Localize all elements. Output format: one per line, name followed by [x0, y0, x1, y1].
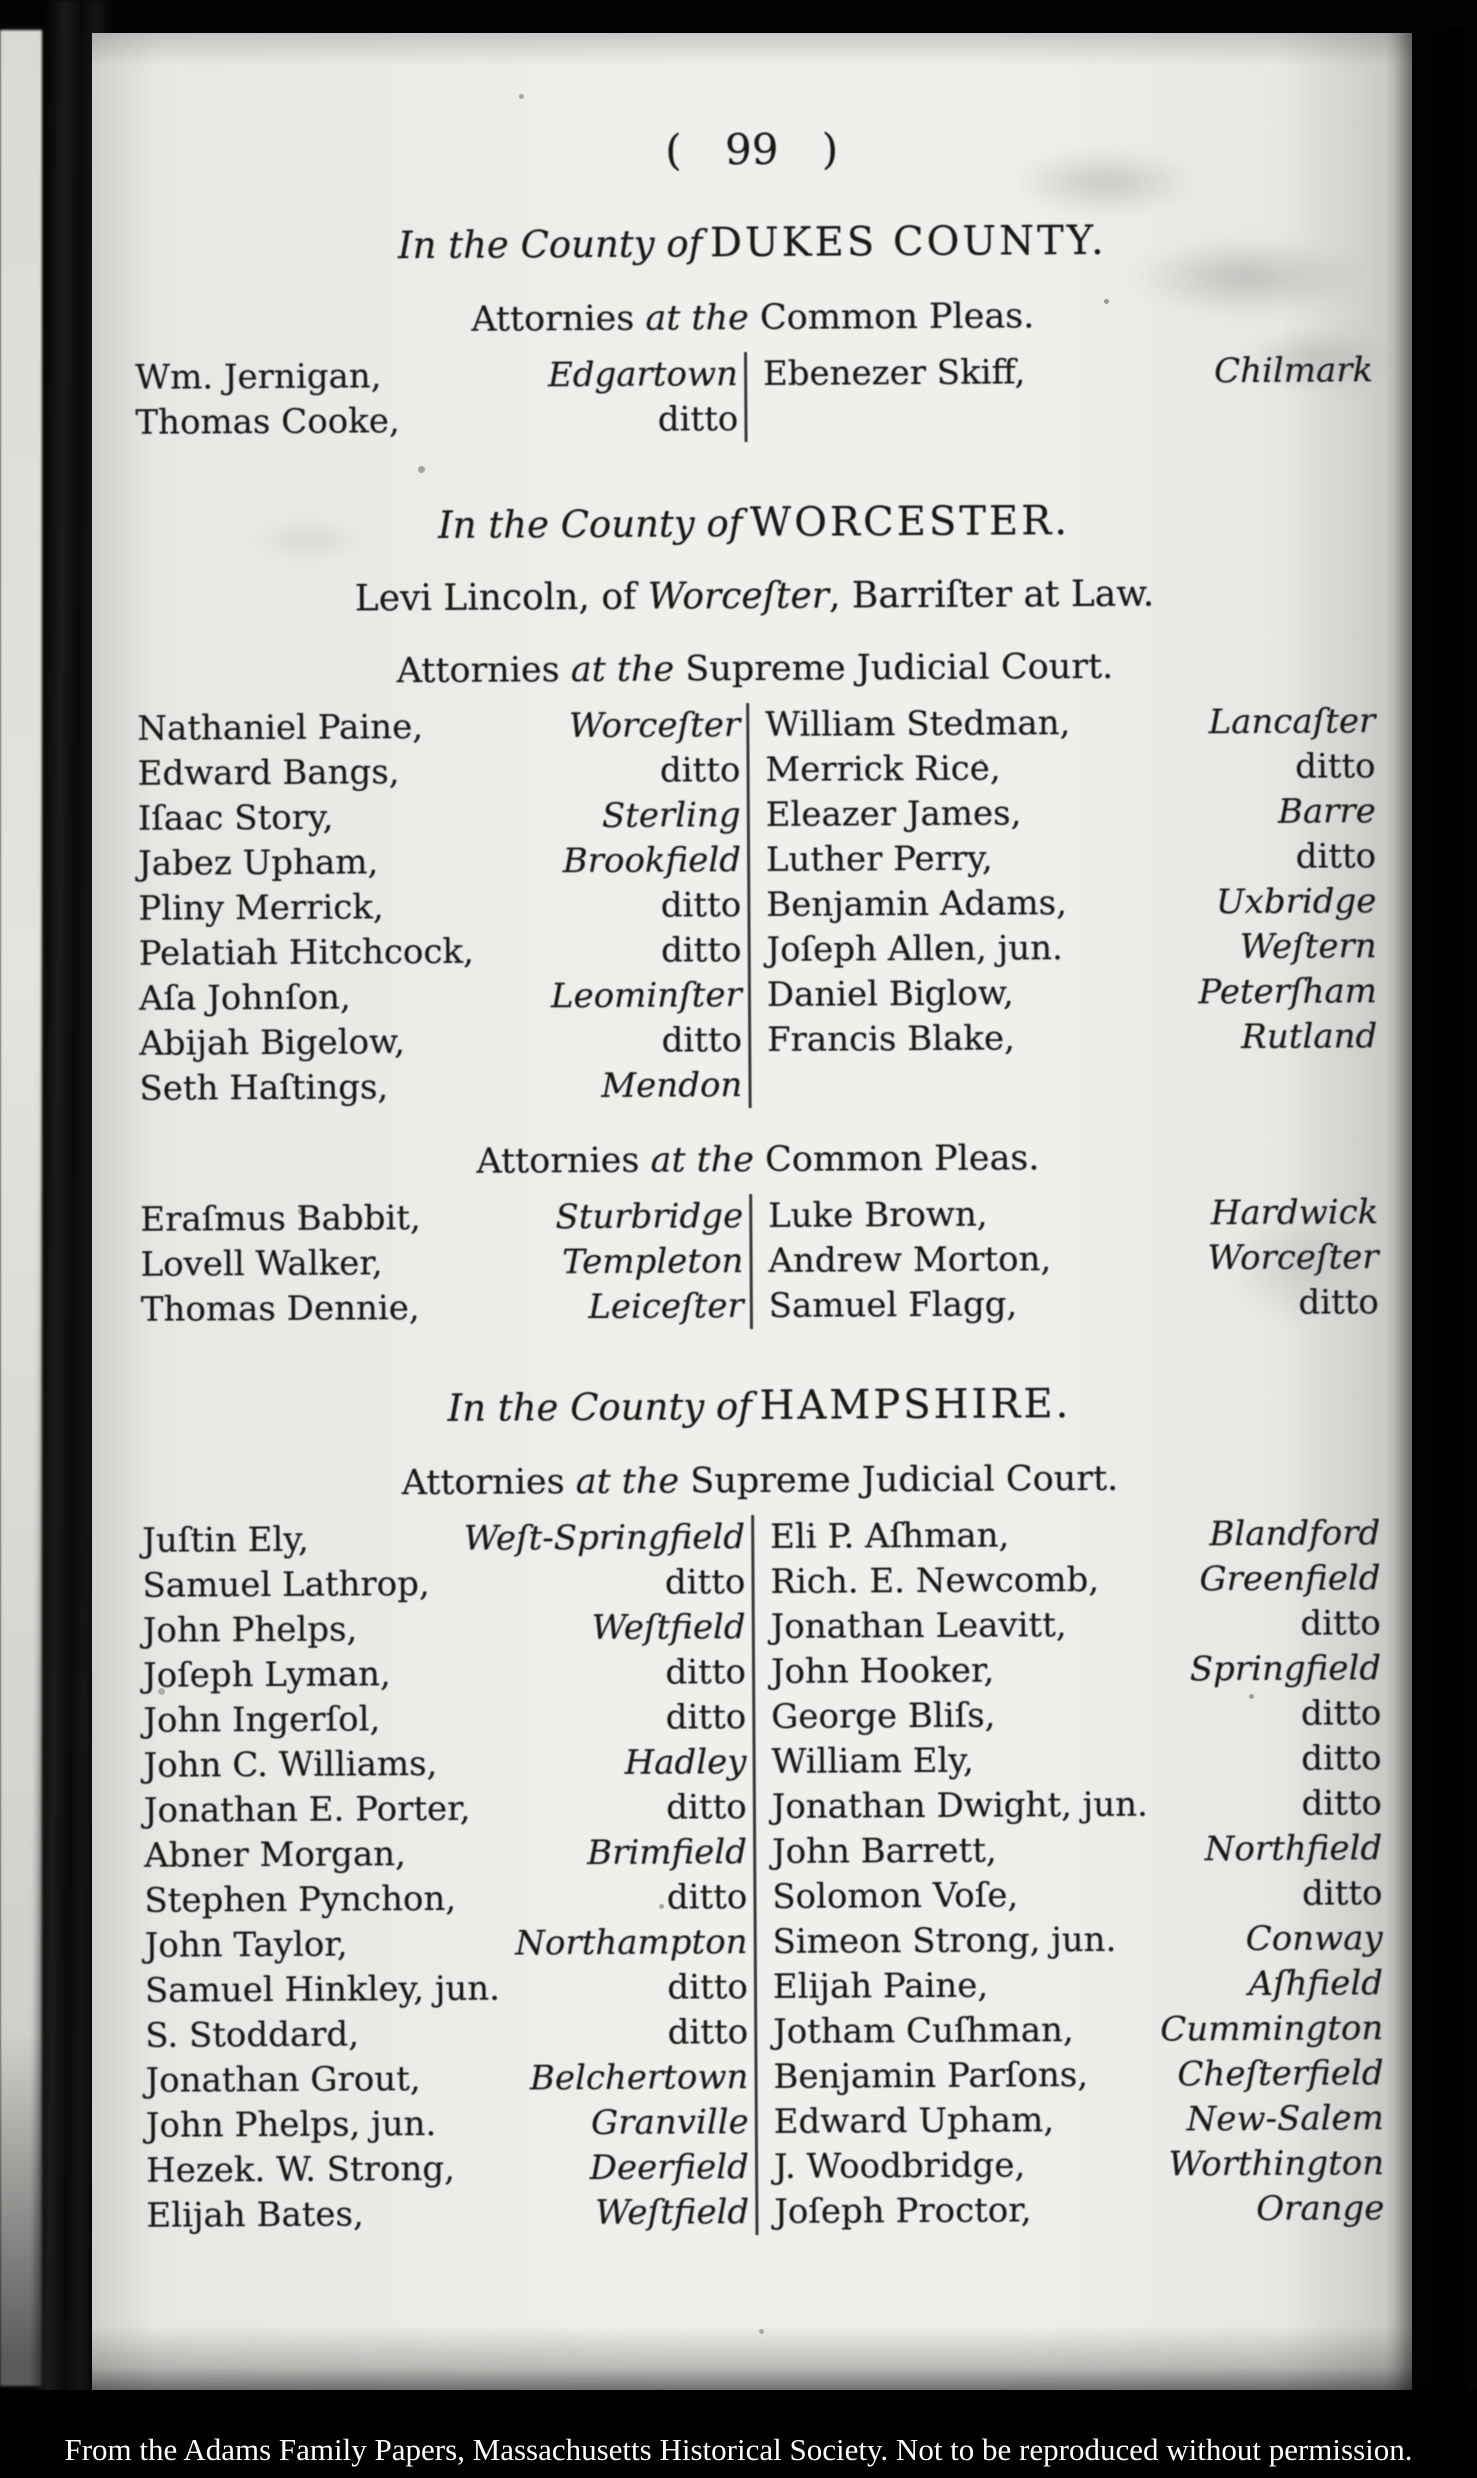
list-title-part: Common Pleas.	[764, 1138, 1040, 1180]
attorney-column-left	[140, 1515, 755, 2239]
attorney-town: Granville	[590, 2102, 749, 2144]
attorney-town: Blandford	[1209, 1513, 1381, 1555]
attorney-town: ditto	[1300, 1693, 1382, 1734]
attorney-row	[774, 2096, 1384, 2145]
attorney-row	[145, 1920, 748, 1969]
attorney-town: Edgartown	[547, 354, 739, 396]
attorney-town: Conway	[1245, 1918, 1383, 1960]
attorney-row	[767, 969, 1377, 1018]
attorney-name: Joſeph Allen, jun.	[766, 928, 1063, 970]
book-page	[92, 33, 1412, 2391]
attorney-name: John Taylor,	[144, 1924, 348, 1966]
list-title-part: Attornies	[401, 1462, 565, 1504]
section-hampshire-county	[139, 1379, 1384, 2239]
barrister-line-town: Worceſter	[647, 575, 830, 618]
attorney-name: Samuel Flagg,	[768, 1284, 1018, 1326]
attorney-name: Nathaniel Paine,	[137, 707, 424, 749]
list-title-part: Attornies	[396, 650, 560, 692]
attorney-name: William Ely,	[771, 1740, 974, 1782]
attorney-name: Edward Upham,	[773, 2100, 1055, 2142]
attorney-row	[770, 1601, 1380, 1650]
attorney-town: Aſhfield	[1248, 1963, 1384, 2005]
attorney-row	[137, 703, 740, 752]
attorney-town: Brimfield	[587, 1832, 748, 1874]
bleedthrough-smudge	[250, 520, 370, 560]
attorney-row	[771, 1646, 1381, 1695]
attorney-town: ditto	[660, 885, 742, 926]
bleedthrough-smudge	[1010, 150, 1200, 214]
barrister-line-part: , Barriſter at Law.	[828, 573, 1155, 617]
attorney-town: Weſtfield	[591, 1607, 746, 1649]
attorney-row	[139, 973, 742, 1022]
county-heading	[139, 1379, 1379, 1433]
attorney-row	[772, 1781, 1382, 1830]
attorney-row	[773, 1961, 1383, 2010]
attorney-town: Barre	[1277, 791, 1376, 832]
county-heading-name: WORCESTER.	[749, 498, 1071, 547]
attorney-row	[144, 1830, 747, 1879]
list-title-part: at the	[575, 1461, 680, 1503]
attorney-name: Jabez Upham,	[138, 842, 379, 884]
attorney-town: Chilmark	[1213, 350, 1374, 392]
attorney-town: Peterſham	[1198, 971, 1378, 1013]
attorney-row	[140, 1194, 743, 1243]
attorney-name: J. Woodbridge,	[773, 2145, 1026, 2187]
attorney-town: Cheſterfield	[1177, 2053, 1384, 2095]
county-heading-name: DUKES COUNTY.	[709, 217, 1107, 267]
list-title-part: Supreme Judicial Court.	[685, 646, 1114, 690]
attorney-town: ditto	[1301, 1783, 1383, 1824]
credit-text: From the Adams Family Papers, Massachusetts Historical Society. Not to be reproduced without permission.	[64, 2432, 1413, 2467]
attorney-town: ditto	[660, 930, 742, 971]
attorney-town: Sterling	[601, 795, 741, 836]
attorney-name: Joſeph Proctor,	[774, 2190, 1032, 2232]
attorney-row	[139, 928, 742, 977]
attorney-town: Templeton	[562, 1241, 744, 1283]
attorney-column-left	[138, 1194, 750, 1333]
attorney-row	[765, 699, 1375, 748]
list-title-part: Attornies	[476, 1140, 640, 1182]
attorney-row	[143, 1740, 746, 1789]
attorney-row	[771, 1691, 1381, 1740]
attorney-name: Eraſmus Babbit,	[140, 1198, 421, 1240]
attorney-row	[766, 924, 1376, 973]
county-heading-name: HAMPSHIRE.	[759, 1381, 1072, 1429]
attorney-name: Stephen Pynchon,	[144, 1878, 457, 1921]
attorney-town: Worthington	[1168, 2143, 1385, 2185]
attorney-town: Belchertown	[529, 2057, 749, 2099]
attorney-row	[772, 1871, 1382, 1920]
attorney-town: ditto	[1294, 746, 1376, 787]
list-title-supreme-court	[140, 1457, 1380, 1505]
attorney-name: Pliny Merrick,	[138, 887, 384, 929]
attorney-name: Jonathan Dwight, jun.	[771, 1784, 1148, 1827]
attorney-name: Samuel Hinkley, jun.	[144, 1968, 501, 2011]
attorney-name: Thomas Cooke,	[135, 401, 400, 443]
barrister-line	[134, 572, 1374, 621]
attorney-town: Leiceſter	[588, 1286, 744, 1328]
attorney-row	[770, 1556, 1380, 1605]
list-title-part: Attornies	[471, 298, 635, 340]
attorney-town: ditto	[1301, 1738, 1382, 1779]
attorney-town: ditto	[666, 1787, 747, 1828]
attorney-town: ditto	[667, 2012, 749, 2053]
attorney-name: Jonathan Grout,	[145, 2059, 421, 2101]
credit-bar	[0, 2390, 1477, 2478]
attorney-name: Ebenezer Skiff,	[762, 352, 1026, 394]
attorney-columns	[133, 348, 1374, 446]
attorney-row	[139, 1018, 742, 1067]
attorney-row	[137, 748, 740, 797]
attorney-columns	[138, 1190, 1379, 1333]
attorney-name: S. Stoddard,	[145, 2014, 360, 2056]
attorney-row	[135, 352, 738, 401]
attorney-row	[146, 2100, 749, 2149]
attorney-row	[766, 834, 1376, 883]
attorney-name: Abner Morgan,	[144, 1834, 406, 1876]
attorney-name: John Barrett,	[771, 1830, 997, 1872]
bleedthrough-smudge	[1130, 238, 1360, 316]
attorney-name: Benjamin Parſons,	[773, 2055, 1089, 2097]
attorney-town: ditto	[665, 1652, 747, 1693]
attorney-name: John Phelps,	[142, 1609, 358, 1651]
attorney-row	[138, 793, 741, 842]
attorney-town: Weſtern	[1239, 926, 1377, 968]
barrister-line-part: Levi Lincoln, of	[354, 576, 648, 620]
attorney-name: Benjamin Adams,	[766, 883, 1068, 925]
attorney-town: Springfield	[1189, 1648, 1382, 1690]
attorney-town: ditto	[1298, 1282, 1379, 1323]
attorney-column-left	[133, 352, 744, 446]
attorney-row	[773, 2051, 1383, 2100]
attorney-name: Juſtin Ely,	[142, 1519, 309, 1561]
attorney-row	[767, 1014, 1377, 1063]
attorney-town: ditto	[661, 1020, 743, 1061]
attorney-row	[146, 2190, 749, 2239]
attorney-town: ditto	[657, 399, 739, 440]
attorney-name: George Bliſs,	[771, 1695, 996, 1737]
attorney-town: Worceſter	[1207, 1237, 1379, 1279]
attorney-town: Hadley	[624, 1742, 747, 1783]
attorney-name: Merrick Rice,	[765, 748, 1001, 790]
attorney-columns	[135, 699, 1377, 1112]
page-content	[131, 99, 1384, 2239]
list-title-part: Common Pleas.	[759, 296, 1035, 338]
attorney-row	[772, 1916, 1382, 1965]
attorney-row	[774, 2141, 1384, 2190]
attorney-town: ditto	[664, 1562, 746, 1603]
attorney-row	[144, 1875, 747, 1924]
attorney-name: Pelatiah Hitchcock,	[138, 931, 475, 974]
attorney-town: Mendon	[601, 1065, 743, 1106]
attorney-row	[140, 1239, 743, 1288]
attorney-name: Simeon Strong, jun.	[772, 1919, 1117, 1962]
bleedthrough-smudge	[1240, 330, 1390, 390]
attorney-town: Rutland	[1241, 1016, 1378, 1058]
attorney-town: Orange	[1256, 2188, 1385, 2229]
attorney-column-left	[135, 703, 748, 1112]
attorney-row	[765, 744, 1375, 793]
attorney-name: Eleazer James,	[765, 793, 1022, 835]
page-right-edge-shadow	[1396, 28, 1466, 2393]
county-heading-lead: In the County of	[397, 222, 703, 268]
attorney-town: Cummington	[1160, 2008, 1384, 2050]
attorney-name: John Phelps, jun.	[145, 2103, 437, 2146]
attorney-row	[138, 883, 741, 932]
attorney-row	[766, 879, 1376, 928]
attorney-town: Brookfield	[562, 840, 742, 882]
paper-speckles	[0, 0, 3, 3]
attorney-name: Elijah Paine,	[772, 1965, 989, 2007]
attorney-name: Solomon Voſe,	[772, 1875, 1019, 1917]
attorney-town: ditto	[1301, 1873, 1383, 1914]
attorney-name: Iſaac Story,	[137, 797, 334, 839]
attorney-name: Aſa Johnſon,	[138, 977, 351, 1019]
attorney-row	[145, 1965, 748, 2014]
attorney-row	[145, 2055, 748, 2104]
attorney-column-right	[751, 1511, 1385, 2235]
attorney-town: Northampton	[515, 1922, 748, 1964]
attorney-town: ditto	[659, 750, 741, 791]
attorney-town: Weſt-Springfield	[463, 1517, 746, 1559]
attorney-name: Daniel Biglow,	[766, 973, 1014, 1015]
attorney-town: Hardwick	[1210, 1192, 1379, 1234]
attorney-name: Jotham Cuſhman,	[772, 2010, 1074, 2052]
attorney-row	[143, 1650, 746, 1699]
attorney-row	[145, 2010, 748, 2059]
attorney-row	[146, 2145, 749, 2194]
attorney-name: Rich. E. Newcomb,	[770, 1559, 1100, 1602]
attorney-name: Wm. Jernigan,	[135, 356, 382, 398]
attorney-town: Sturbridge	[555, 1196, 744, 1238]
attorney-row	[141, 1284, 744, 1333]
attorney-name: John Hooker,	[770, 1650, 995, 1692]
list-title-part: Supreme Judicial Court.	[690, 1458, 1119, 1502]
attorney-town: ditto	[1295, 836, 1377, 877]
attorney-row	[772, 1826, 1382, 1875]
attorney-name: Luther Perry,	[765, 838, 993, 880]
attorney-name: Joſeph Lyman,	[142, 1654, 391, 1696]
attorney-name: Francis Blake,	[766, 1018, 1016, 1060]
list-title-part: at the	[650, 1140, 755, 1181]
attorney-name: Lovell Walker,	[140, 1243, 383, 1285]
attorney-town: Worceſter	[568, 705, 741, 747]
attorney-row	[770, 1511, 1380, 1560]
attorney-town: Leominſter	[550, 975, 742, 1017]
attorney-name: Hezek. W. Strong,	[145, 2148, 456, 2191]
attorney-name: Eli P. Aſhman,	[769, 1515, 1010, 1557]
attorney-row	[773, 2006, 1383, 2055]
attorney-name: Seth Haſtings,	[139, 1067, 389, 1109]
attorney-name: Abijah Bigelow,	[139, 1022, 406, 1064]
attorney-town: Greenfield	[1199, 1558, 1381, 1600]
bleedthrough-smudge	[1230, 1205, 1370, 1325]
attorney-column-right	[746, 699, 1378, 1108]
attorney-name: William Stedman,	[764, 703, 1071, 745]
attorney-row	[144, 1785, 747, 1834]
attorney-town: Northfield	[1204, 1828, 1383, 1870]
attorney-name: Luke Brown,	[767, 1194, 988, 1236]
attorney-name: John C. Williams,	[143, 1743, 438, 1786]
county-heading-lead: In the County of	[447, 1385, 753, 1430]
county-heading-lead: In the County of	[437, 502, 743, 547]
attorney-name: Thomas Dennie,	[140, 1288, 420, 1330]
attorney-name: Elijah Bates,	[146, 2194, 364, 2236]
attorney-row	[774, 2186, 1384, 2235]
page-number: ( 99 )	[665, 124, 839, 175]
attorney-name: Andrew Morton,	[768, 1239, 1052, 1281]
attorney-town: Deerfield	[589, 2147, 750, 2189]
attorney-town: Weſtfield	[595, 2192, 750, 2234]
attorney-name: John Ingerſol,	[143, 1699, 381, 1741]
attorney-row	[143, 1605, 746, 1654]
attorney-town: ditto	[667, 1967, 748, 2008]
attorney-row	[142, 1560, 745, 1609]
attorney-row	[138, 838, 741, 887]
attorney-row	[135, 397, 738, 446]
attorney-town: New-Salem	[1186, 2098, 1384, 2140]
attorney-row	[142, 1515, 745, 1564]
attorney-town: Lancaſter	[1208, 701, 1376, 743]
attorney-town: ditto	[1300, 1603, 1381, 1644]
attorney-town: ditto	[666, 1877, 748, 1918]
attorney-name: Jonathan Leavitt,	[770, 1605, 1067, 1647]
attorney-row	[771, 1736, 1381, 1785]
list-title-part: at the	[570, 649, 675, 691]
list-title-supreme-court	[135, 645, 1375, 693]
attorney-town: Uxbridge	[1215, 881, 1377, 923]
attorney-name: Samuel Lathrop,	[142, 1564, 430, 1606]
list-title-common-pleas	[138, 1136, 1378, 1184]
attorney-row	[766, 789, 1376, 838]
attorney-name: Jonathan E. Porter,	[143, 1788, 471, 1831]
section-worcester-county	[134, 496, 1379, 1333]
attorney-name: Edward Bangs,	[137, 752, 400, 794]
attorney-row	[143, 1695, 746, 1744]
attorney-columns	[140, 1511, 1384, 2239]
attorney-row	[139, 1063, 742, 1112]
list-title-part: at the	[645, 298, 749, 339]
attorney-town: ditto	[665, 1697, 747, 1738]
